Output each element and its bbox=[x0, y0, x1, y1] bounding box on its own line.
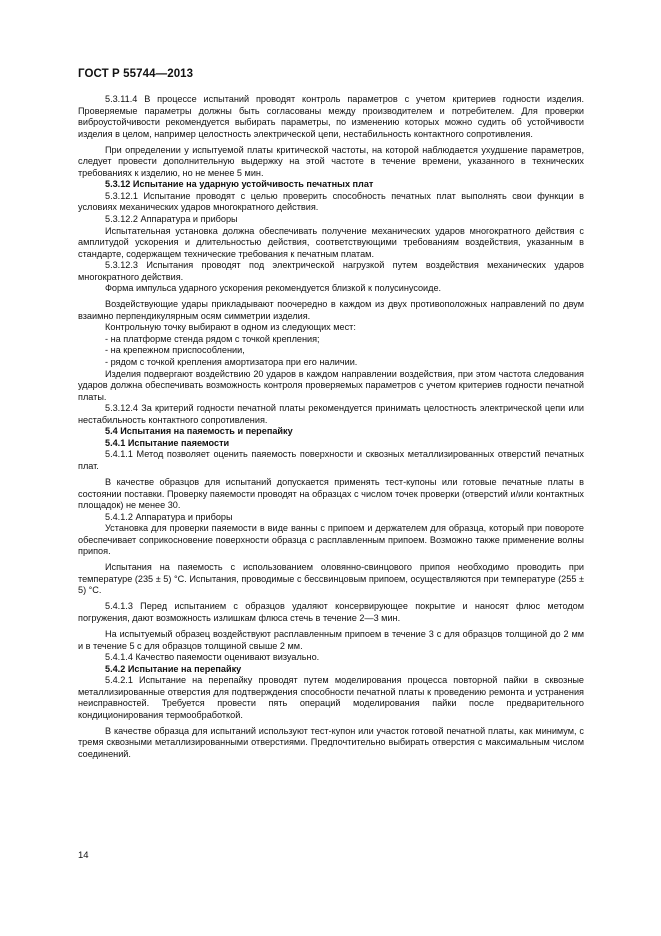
paragraph: Воздействующие удары прикладывают поочередно в каждом из двух противоположных направлений по двум взаимно перпендикулярным осям симметрии изделия. bbox=[78, 299, 584, 321]
paragraph: В качестве образца для испытаний используют тест-купон или участок готовой печатной платы, как минимум, с тремя сквозными металлизированными отверстиями. Предпочтительно выбирать отверстия с максимальным числом соединений. bbox=[78, 725, 584, 760]
paragraph: Испытания на паяемость с использованием оловянно-свинцового припоя необходимо проводить при температуре (235 ± 5) °С. Испытания, проводимые с бессвинцовым припоем, осуществляются при температуре (255 ± 5) °С. bbox=[78, 562, 584, 596]
section-heading: 5.3.12 Испытание на ударную устойчивость печатных плат bbox=[105, 179, 374, 190]
paragraph: - рядом с точкой крепления амортизатора при его наличии. bbox=[105, 357, 358, 368]
paragraph: 5.3.11.4 В процессе испытаний проводят контроль параметров с учетом критериев годности изделия. Проверяемые параметры должны быть согласованы между производителем и потребителем. Для проверки виброустойчивости рекомендуется выбирать параметры, по изменению которых можно судить об устойчивости изделия в целом, например целостность электрической цепи, нестабильность контактного сопротивления. bbox=[78, 94, 584, 139]
section-heading: 5.4.2 Испытание на перепайку bbox=[105, 663, 242, 674]
paragraph: 5.4.2.1 Испытание на перепайку проводят путем моделирования процесса повторной пайки в сквозные металлизированные отверстия для подтверждения способности печатной платы к проведению ремонта и устранения неисправностей. Требуется провести пять операций моделирования пайки после предварительного кондиционирования термообработкой. bbox=[78, 675, 584, 720]
paragraph: Изделия подвергают воздействию 20 ударов в каждом направлении воздействия, при этом частота следования ударов должна обеспечивать возможность контроля проверяемых параметров с учетом критериев годности печатной платы. bbox=[78, 368, 584, 402]
document-header: ГОСТ Р 55744—2013 bbox=[78, 68, 194, 80]
paragraph: 5.4.1.1 Метод позволяет оценить паяемость поверхности и сквозных металлизированных отверстий печатных плат. bbox=[78, 449, 584, 471]
paragraph: На испытуемый образец воздействуют расплавленным припоем в течение 3 с для образцов толщиной до 2 мм и в течение 5 с для образцов толщиной свыше 2 мм. bbox=[78, 629, 584, 651]
paragraph: При определении у испытуемой платы критической частоты, на которой наблюдается ухудшение параметров, следует провести дополнительную выдержку на этой частоте в течение времени, указанного в технических требованиях к изделию, но не менее 5 мин. bbox=[78, 144, 584, 178]
paragraph: 5.4.1.2 Аппаратура и приборы bbox=[105, 511, 233, 522]
page-number: 14 bbox=[78, 850, 89, 861]
paragraph: 5.3.12.3 Испытания проводят под электрической нагрузкой путем воздействия механических ударов многократного действия. bbox=[78, 260, 584, 282]
paragraph: Контрольную точку выбирают в одном из следующих мест: bbox=[105, 322, 356, 333]
paragraph: 5.4.1.3 Перед испытанием с образцов удаляют консервирующее покрытие и наносят флюс методом погружения, дают возможность излишкам флюса стечь в течение 2—3 мин. bbox=[78, 601, 584, 624]
paragraph: - на крепежном приспособлении, bbox=[105, 345, 245, 356]
document-body bbox=[78, 94, 584, 761]
paragraph: В качестве образцов для испытаний допускается применять тест-купоны или готовые печатные платы в состоянии поставки. Проверку паяемости проводят на образцах с числом точек проверки (отверстий и/или контактных площадок) не менее 30. bbox=[78, 477, 584, 511]
paragraph: - на платформе стенда рядом с точкой крепления; bbox=[105, 333, 320, 344]
section-heading: 5.4.1 Испытание паяемости bbox=[105, 437, 230, 448]
paragraph: Испытательная установка должна обеспечивать получение механических ударов многократного действия с амплитудой ускорения и длительностью действия, соответствующими требованиям воздействия, указанным в стандарте, содержащем технические требования к печатным платам. bbox=[78, 225, 584, 259]
paragraph: Установка для проверки паяемости в виде ванны с припоем и держателем для образца, который при повороте обеспечивает соприкосновение поверхности образца с расплавленным припоем. Возможно также применение волны припоя. bbox=[78, 523, 584, 557]
paragraph: 5.3.12.4 За критерий годности печатной платы рекомендуется принимать целостность электрической цепи или нестабильность контактного сопротивления. bbox=[78, 403, 584, 425]
paragraph: 5.3.12.1 Испытание проводят с целью проверить способность печатных плат выполнять свои функции в условиях механических ударов многократного действия. bbox=[78, 190, 584, 213]
section-heading: 5.4 Испытания на паяемость и перепайку bbox=[105, 426, 293, 437]
paragraph: 5.4.1.4 Качество паяемости оценивают визуально. bbox=[105, 652, 320, 663]
paragraph: Форма импульса ударного ускорения рекомендуется близкой к полусинусоиде. bbox=[105, 283, 442, 294]
paragraph: 5.3.12.2 Аппаратура и приборы bbox=[105, 213, 238, 224]
